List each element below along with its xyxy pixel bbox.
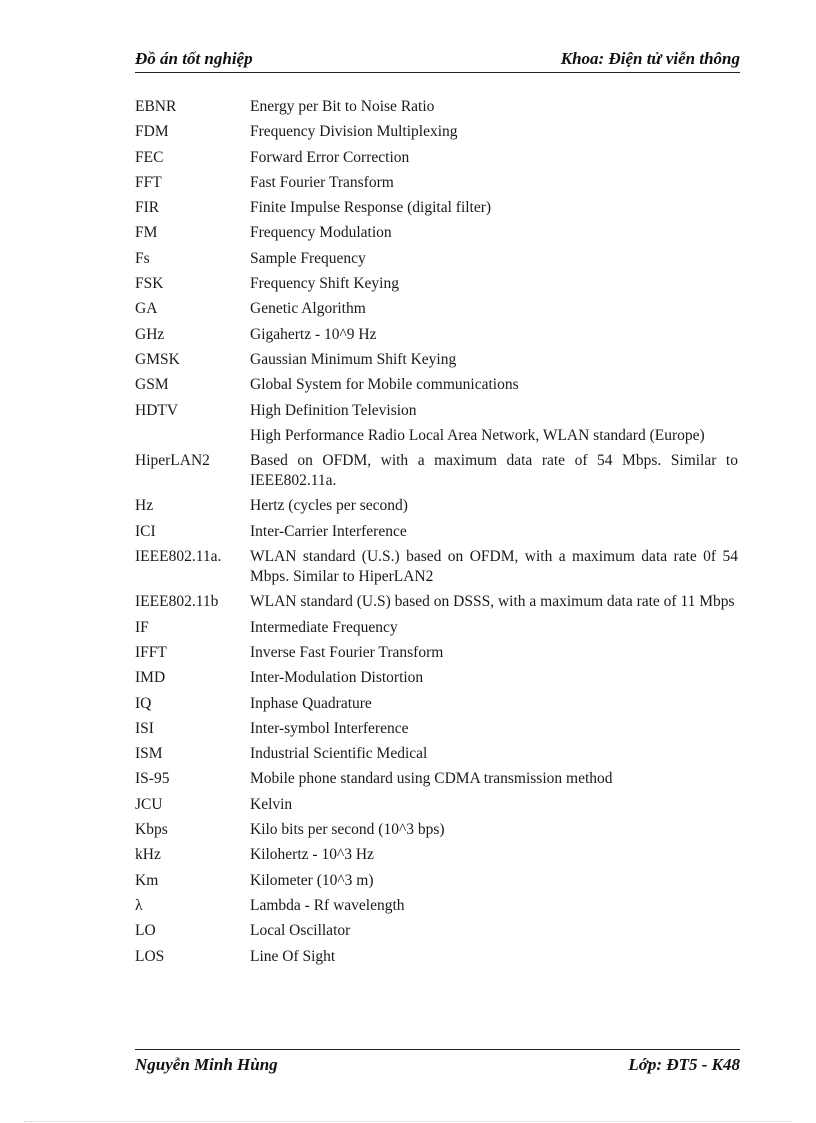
header-faculty: Khoa: Điện tử viễn thông xyxy=(560,49,740,68)
abbreviation-term: HiperLAN2 xyxy=(135,452,210,470)
abbreviation-definition: WLAN standard (U.S.) based on OFDM, with a maximum data rate 0f 54 Mbps. Similar to HiperLAN2 xyxy=(250,548,738,586)
abbreviation-row xyxy=(135,522,738,542)
abbreviation-definition: Kilohertz - 10^3 Hz xyxy=(250,846,374,864)
abbreviation-definition: Inter-Modulation Distortion xyxy=(250,669,424,687)
abbreviation-row xyxy=(135,618,738,638)
abbreviation-row xyxy=(135,325,738,345)
page-bottom-rule xyxy=(24,1121,792,1122)
abbreviation-row xyxy=(135,299,738,319)
abbreviation-term: FM xyxy=(135,224,158,242)
abbreviation-row xyxy=(135,896,738,916)
abbreviation-definition: Frequency Modulation xyxy=(250,224,392,242)
abbreviation-row xyxy=(135,426,738,446)
abbreviation-term: FEC xyxy=(135,148,164,166)
page-footer xyxy=(135,1049,740,1078)
abbreviation-definition: High Definition Television xyxy=(250,401,417,419)
abbreviation-term: FDM xyxy=(135,123,169,141)
abbreviation-list xyxy=(135,97,738,972)
abbreviation-definition: Finite Impulse Response (digital filter) xyxy=(250,199,492,217)
footer-class: Lớp: ĐT5 - K48 xyxy=(628,1055,740,1074)
abbreviation-row xyxy=(135,249,738,269)
abbreviation-definition: Genetic Algorithm xyxy=(250,300,366,318)
abbreviation-definition: Sample Frequency xyxy=(250,249,366,267)
abbreviation-term: IF xyxy=(135,618,149,636)
abbreviation-definition: Mobile phone standard using CDMA transmission method xyxy=(250,770,613,788)
abbreviation-definition: Inphase Quadrature xyxy=(250,694,372,712)
abbreviation-definition: Forward Error Correction xyxy=(250,148,410,166)
abbreviation-definition: Lambda - Rf wavelength xyxy=(250,896,405,914)
abbreviation-definition: Line Of Sight xyxy=(250,947,336,965)
abbreviation-definition: Intermediate Frequency xyxy=(250,618,398,636)
abbreviation-row xyxy=(135,769,738,789)
abbreviation-row xyxy=(135,668,738,688)
abbreviation-row xyxy=(135,921,738,941)
abbreviation-term: Km xyxy=(135,871,159,889)
abbreviation-definition: Gigahertz - 10^9 Hz xyxy=(250,325,377,343)
abbreviation-term: kHz xyxy=(135,846,161,864)
abbreviation-row xyxy=(135,97,738,117)
abbreviation-definition: Industrial Scientific Medical xyxy=(250,745,428,763)
abbreviation-definition: Hertz (cycles per second) xyxy=(250,497,408,515)
abbreviation-row xyxy=(135,871,738,891)
abbreviation-term: ICI xyxy=(135,522,156,540)
abbreviation-term: IEEE802.11a. xyxy=(135,548,222,566)
abbreviation-term: EBNR xyxy=(135,98,177,115)
abbreviation-term: JCU xyxy=(135,795,163,813)
abbreviation-definition: Based on OFDM, with a maximum data rate of 54 Mbps. Similar to IEEE802.11a. xyxy=(250,452,738,490)
abbreviation-row xyxy=(135,694,738,714)
abbreviation-term: FFT xyxy=(135,173,162,191)
abbreviation-definition: Local Oscillator xyxy=(250,922,351,940)
abbreviation-term: IFFT xyxy=(135,643,167,661)
abbreviation-definition: Gaussian Minimum Shift Keying xyxy=(250,350,457,368)
abbreviation-row xyxy=(135,643,738,663)
header-thesis-title: Đồ án tốt nghiệp xyxy=(135,49,253,68)
abbreviation-term: ISI xyxy=(135,719,154,737)
abbreviation-term: Hz xyxy=(135,497,154,515)
abbreviation-definition: Kilometer (10^3 m) xyxy=(250,871,374,889)
page-header xyxy=(135,48,740,73)
abbreviation-definition: High Performance Radio Local Area Network, WLAN standard (Europe) xyxy=(250,426,705,444)
abbreviation-row xyxy=(135,744,738,764)
abbreviation-term: GSM xyxy=(135,376,169,394)
abbreviation-term: IQ xyxy=(135,694,152,712)
abbreviation-row xyxy=(135,401,738,421)
abbreviation-row xyxy=(135,274,738,294)
abbreviation-row xyxy=(135,375,738,395)
abbreviation-definition: Frequency Division Multiplexing xyxy=(250,123,458,141)
abbreviation-row xyxy=(135,947,738,967)
abbreviation-definition: Energy per Bit to Noise Ratio xyxy=(250,98,435,115)
abbreviation-row xyxy=(135,820,738,840)
abbreviation-definition: Fast Fourier Transform xyxy=(250,173,394,191)
abbreviation-definition: Kilo bits per second (10^3 bps) xyxy=(250,821,445,839)
abbreviation-definition: Inter-Carrier Interference xyxy=(250,522,407,540)
abbreviation-row xyxy=(135,451,738,491)
abbreviation-row xyxy=(135,496,738,516)
abbreviation-term: LO xyxy=(135,922,156,940)
abbreviation-term: λ xyxy=(135,896,143,914)
abbreviation-row xyxy=(135,148,738,168)
abbreviation-term: IMD xyxy=(135,669,166,687)
abbreviation-row xyxy=(135,223,738,243)
abbreviation-row xyxy=(135,592,738,612)
abbreviation-term: FSK xyxy=(135,275,164,293)
abbreviation-definition: Frequency Shift Keying xyxy=(250,275,399,293)
abbreviation-row xyxy=(135,198,738,218)
abbreviation-row xyxy=(135,173,738,193)
abbreviation-term: GMSK xyxy=(135,350,180,368)
abbreviation-term: Kbps xyxy=(135,821,168,839)
abbreviation-row xyxy=(135,795,738,815)
abbreviation-definition: Global System for Mobile communications xyxy=(250,376,519,394)
abbreviation-definition: Inverse Fast Fourier Transform xyxy=(250,643,444,661)
abbreviation-term: ISM xyxy=(135,745,163,763)
footer-author: Nguyễn Minh Hùng xyxy=(135,1055,278,1074)
abbreviation-row xyxy=(135,845,738,865)
abbreviation-definition: WLAN standard (U.S) based on DSSS, with a maximum data rate of 11 Mbps xyxy=(250,593,735,611)
abbreviation-row xyxy=(135,719,738,739)
abbreviation-term: GHz xyxy=(135,325,165,343)
abbreviation-term: FIR xyxy=(135,199,160,217)
abbreviation-definition: Inter-symbol Interference xyxy=(250,719,409,737)
abbreviation-row xyxy=(135,547,738,587)
abbreviation-term: HDTV xyxy=(135,401,179,419)
abbreviation-term: Fs xyxy=(135,249,150,267)
abbreviation-definition: Kelvin xyxy=(250,795,293,813)
abbreviation-term: LOS xyxy=(135,947,165,965)
abbreviation-term: IS-95 xyxy=(135,770,170,788)
abbreviation-row xyxy=(135,350,738,370)
abbreviation-term: IEEE802.11b xyxy=(135,593,219,611)
abbreviation-row xyxy=(135,122,738,142)
abbreviation-term: GA xyxy=(135,300,158,318)
